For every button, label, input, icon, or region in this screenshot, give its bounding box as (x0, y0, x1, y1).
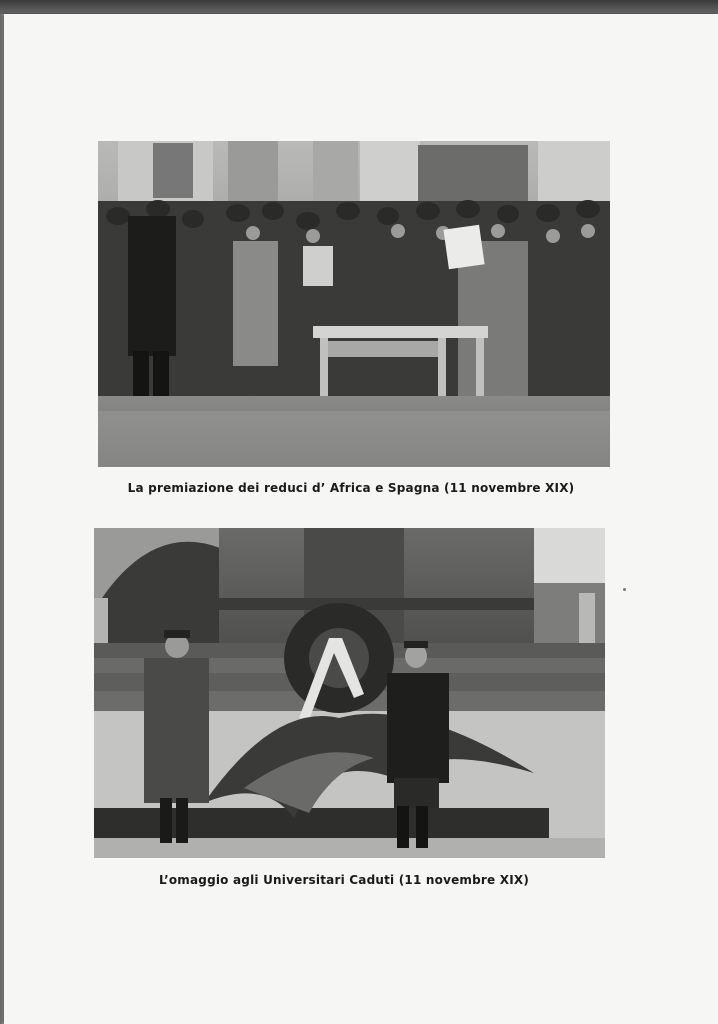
photo-homage-fallen-students (94, 528, 605, 858)
photo-award-ceremony-caption: La premiazione dei reduci d’ Africa e Spagna (11 novembre XIX) (127, 481, 575, 495)
photo-homage-fallen-students-caption: L’omaggio agli Universitari Caduti (11 novembre XIX) (158, 873, 530, 887)
award-ceremony-image (98, 141, 610, 467)
photo-award-ceremony (98, 141, 610, 467)
homage-fallen-students-image (94, 528, 605, 858)
paper-speck (623, 588, 626, 591)
